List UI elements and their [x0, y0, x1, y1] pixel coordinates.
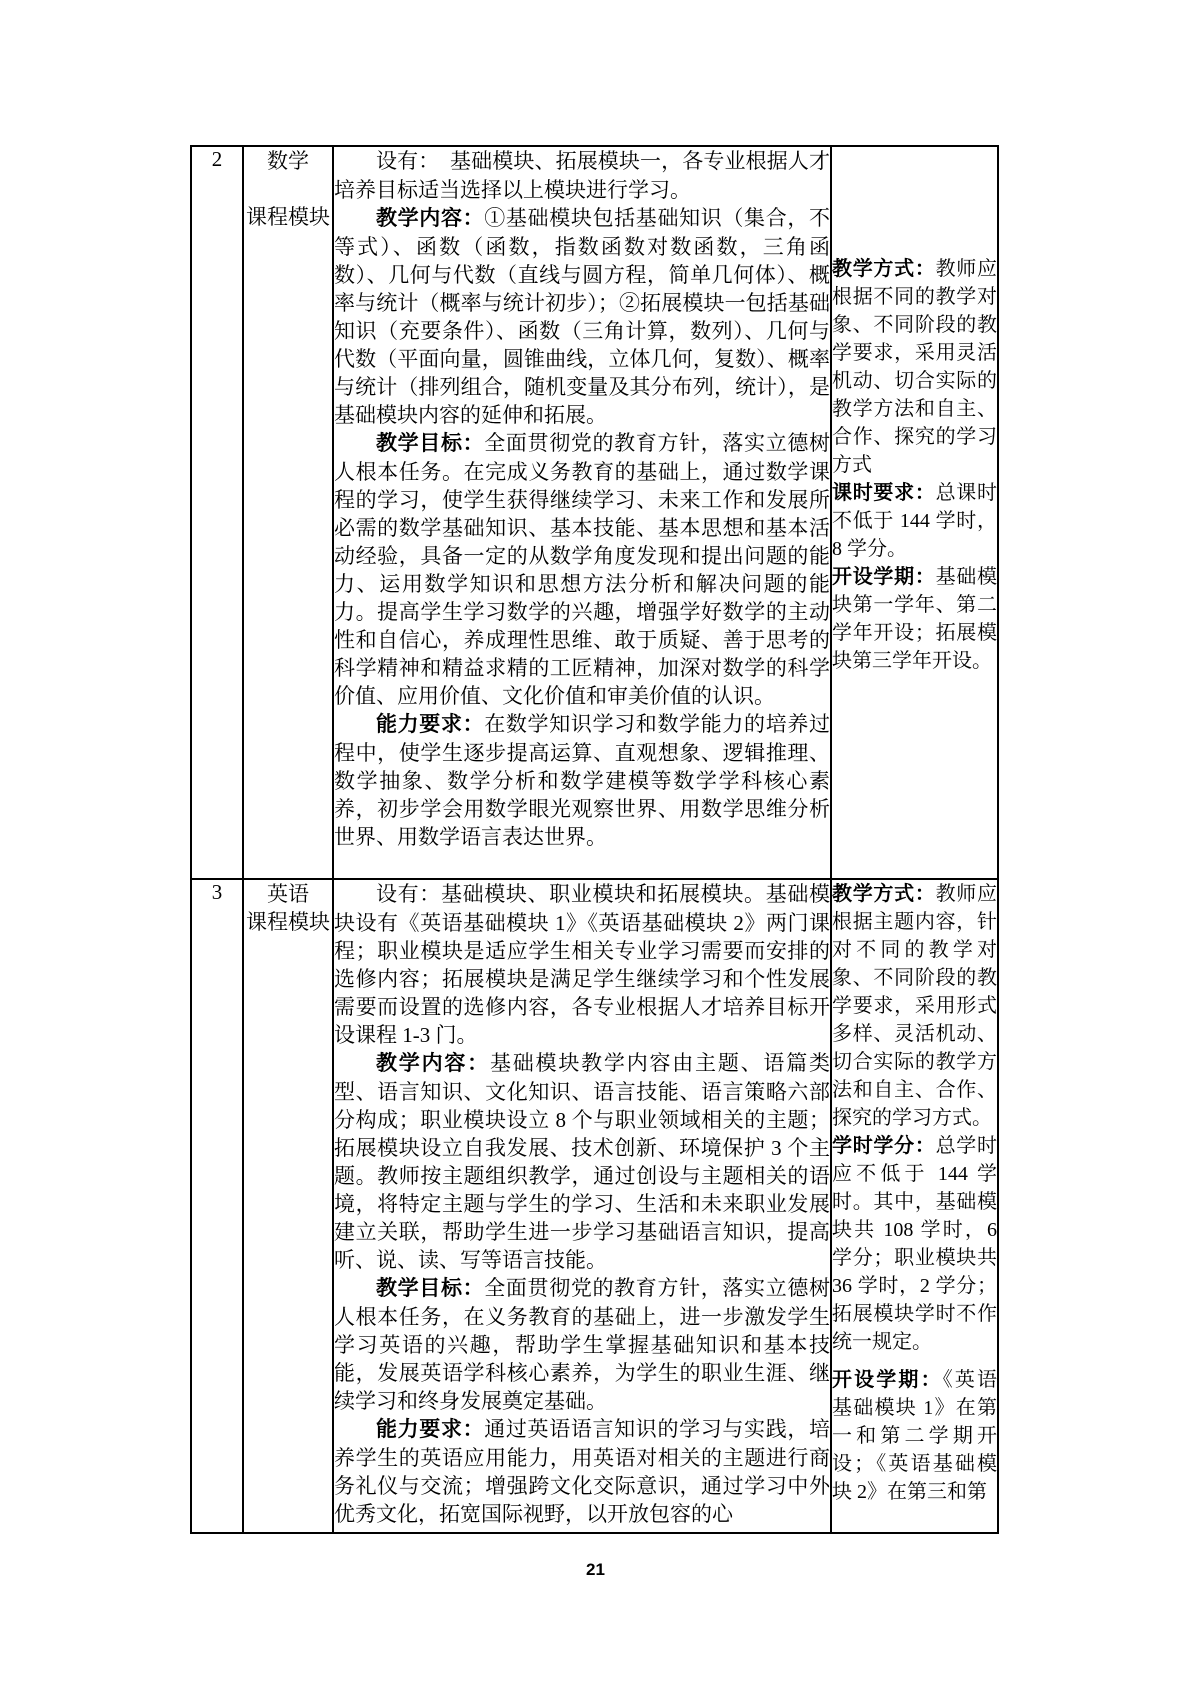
paragraph-text: 基础模块第一学年、第二学年开设；拓展模块第三学年开设。: [832, 566, 997, 672]
paragraph-text: 《英语基础模块 1》在第一和第二学期开设；《英语基础模块 2》在第三和第: [832, 1369, 997, 1503]
course-description: [334, 147, 830, 871]
course-name-cell: [243, 879, 333, 1533]
paragraph-ability-requirement: [334, 710, 830, 851]
paragraph-text: 教师应根据主题内容，针对不同的教学对象、不同阶段的教学要求，采用形式多样、灵活机动、切合实际的教学方法和自主、合作、探究的学习方式。: [832, 883, 997, 1129]
paragraph-teaching-method: [832, 255, 997, 479]
paragraph-label: 能力要求：: [376, 713, 485, 736]
paragraph-label: 开设学期：: [832, 566, 936, 588]
course-name-line1: 英语: [267, 882, 309, 906]
paragraph-teaching-content: [334, 204, 830, 429]
paragraph-text: ①基础模块包括基础知识（集合，不等式）、函数（函数，指数函数对数函数，三角函数）、几何与代数（直线与圆方程，简单几何体）、概率与统计（概率与统计初步）；②拓展模块一包括基础知识（充要条件）、函数（三角计算，数列）、几何与代数（平面向量，圆锥曲线，立体几何，复数）、概率与统计（排列组合，随机变量及其分布列，统计），是基础模块内容的延伸和拓展。: [334, 206, 830, 427]
course-name-line2: 课程模块: [246, 205, 330, 229]
course-requirements-cell: [831, 879, 998, 1533]
course-module-table: [190, 145, 999, 1534]
course-description: [334, 880, 830, 1525]
paragraph-label: 开设学期：: [832, 1369, 943, 1391]
paragraph-label: 教学方式：: [832, 883, 936, 905]
paragraph-text: 在数学知识学习和数学能力的培养过程中，使学生逐步提高运算、直观想象、逻辑推理、数学抽象、数学分析和数学建模等数学学科核心素养，初步学会用数学眼光观察世界、用数学思维分析世界、用数学语言表达世界。: [334, 712, 830, 849]
paragraph-label: 教学内容：: [376, 207, 485, 230]
paragraph-semesters: [832, 563, 997, 675]
course-requirements: [832, 147, 997, 871]
course-description-cell: [333, 879, 831, 1533]
course-requirements: [832, 880, 997, 1525]
paragraph-text: 总学时应不低于 144 学时。其中，基础模块共 108 学时，6 学分；职业模块共 36 学时，2 学分；拓展模块学时不作统一规定。: [832, 1135, 997, 1353]
table-row-english: [191, 879, 998, 1533]
course-description-cell: [333, 146, 831, 879]
paragraph-semesters: [832, 1366, 997, 1506]
course-requirements-cell: [831, 146, 998, 879]
paragraph-label: 课时要求：: [832, 482, 936, 504]
paragraph-teaching-goal: [334, 429, 830, 710]
paragraph-text: 基础模块教学内容由主题、语篇类型、语言知识、文化知识、语言技能、语言策略六部分构成；职业模块设立 8 个与职业领域相关的主题；拓展模块设立自我发展、技术创新、环境保护 3 个主题。教师按主题组织教学，通过创设与主题相关的语境，将特定主题与学生的学习、生活和未来职业发展建立关联，帮助学生进一步学习基础语言知识，提高听、说、读、写等语言技能。: [334, 1051, 830, 1272]
paragraph-teaching-method: [832, 880, 997, 1132]
paragraph-teaching-goal: [334, 1274, 830, 1415]
paragraph-class-hours: [832, 479, 997, 563]
paragraph-hours-credits: [832, 1132, 997, 1356]
row-number-cell: 3: [191, 879, 243, 1533]
page-number: 21: [586, 1560, 605, 1579]
paragraph-text: 全面贯彻党的教育方针，落实立德树人根本任务，在义务教育的基础上，进一步激发学生学习英语的兴趣，帮助学生掌握基础知识和基本技能，发展英语学科核心素养，为学生的职业生涯、继续学习和终身发展奠定基础。: [334, 1276, 830, 1413]
course-name-line1: 数学: [267, 149, 309, 173]
paragraph-text: 设有：基础模块、职业模块和拓展模块。基础模块设有《英语基础模块 1》《英语基础模块 2》两门课程；职业模块是适应学生相关专业学习需要而安排的选修内容；拓展模块是满足学生继续学习和个性发展需要而设置的选修内容，各专业根据人才培养目标开设课程 1-3 门。: [334, 882, 830, 1047]
paragraph-label: 教学内容：: [376, 1052, 490, 1075]
paragraph-text: 总课时不低于 144 学时，8 学分。: [832, 482, 997, 560]
row-number-cell: 2: [191, 146, 243, 879]
paragraph-teaching-content: [334, 1049, 830, 1274]
paragraph-label: 能力要求：: [376, 1418, 485, 1441]
paragraph-overview: [334, 147, 830, 204]
course-name-cell: [243, 146, 333, 879]
paragraph-text: 通过英语语言知识的学习与实践，培养学生的英语应用能力，用英语对相关的主题进行商务礼仪与交流；增强跨文化交际意识，通过学习中外优秀文化，拓宽国际视野，以开放包容的心: [334, 1417, 830, 1525]
paragraph-text: 全面贯彻党的教育方针，落实立德树人根本任务。在完成义务教育的基础上，通过数学课程的学习，使学生获得继续学习、未来工作和发展所必需的数学基础知识、基本技能、基本思想和基本活动经验，具备一定的从数学角度发现和提出问题的能力、运用数学知识和思想方法分析和解决问题的能力。提高学生学习数学的兴趣，增强学好数学的主动性和自信心，养成理性思维、敢于质疑、善于思考的科学精神和精益求精的工匠精神，加深对数学的科学价值、应用价值、文化价值和审美价值的认识。: [334, 431, 830, 708]
paragraph-label: 教学目标：: [376, 432, 485, 455]
paragraph-label: 教学目标：: [376, 1277, 485, 1300]
paragraph-label: 学时学分：: [832, 1135, 936, 1157]
paragraph-overview: [334, 880, 830, 1049]
table-row-math: [191, 146, 998, 879]
course-name-line2: 课程模块: [246, 910, 330, 934]
paragraph-ability-requirement: [334, 1415, 830, 1525]
paragraph-label: 教学方式：: [832, 258, 936, 280]
paragraph-text: 教师应根据不同的教学对象、不同阶段的教学要求，采用灵活机动、切合实际的教学方法和自主、合作、探究的学习方式: [832, 258, 997, 476]
paragraph-text: 设有： 基础模块、拓展模块一，各专业根据人才培养目标适当选择以上模块进行学习。: [334, 149, 830, 202]
